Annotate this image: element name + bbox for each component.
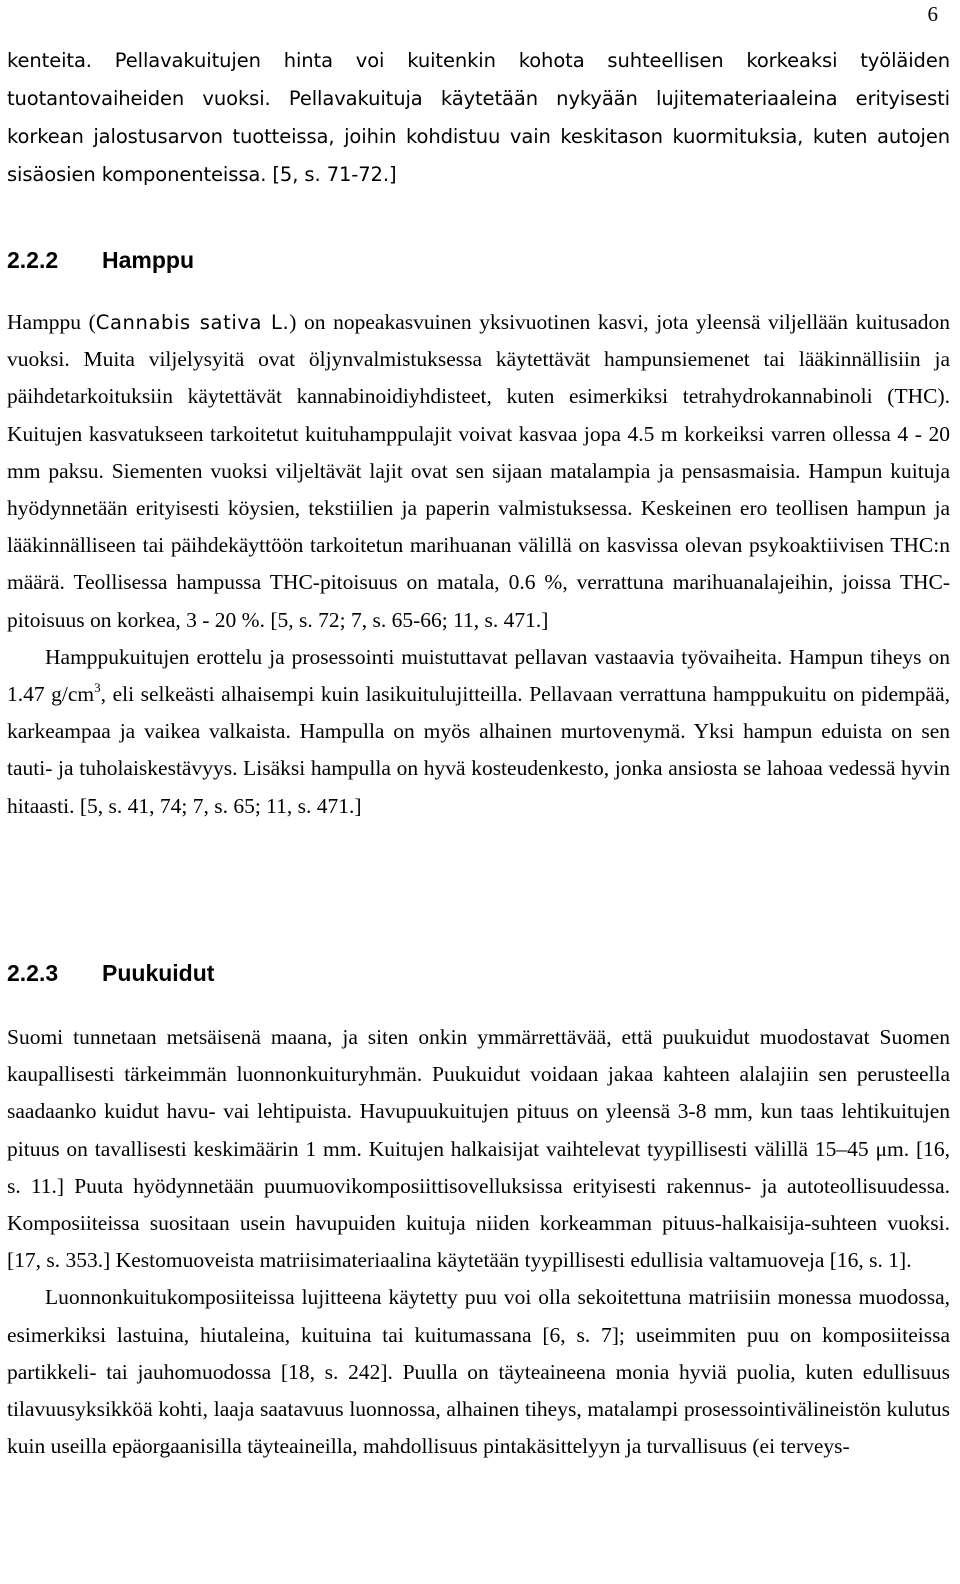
hamppu-p2-start: Hamppukuitujen erottelu ja prosessointi muistuttavat pellavan vastaavia työvaiheita. Hampun tiheys on 1.47 g/cm	[7, 644, 950, 707]
section-title: Puukuidut	[102, 960, 215, 986]
puukuidut-paragraph-2: Luonnonkuitukomposiiteissa lujitteena käytetty puu voi olla sekoitettuna matriisiin monessa muodossa, esimerkiksi lastuina, hiutaleina, kuituina tai kuitumassana [6, s. 7]; useimmiten puu on komposiiteissa partikkeli- tai jauhomuodossa [18, s. 242]. Puulla on täyteaineena monia hyviä puolia, kuten edullisuus tilavuusyksikköä kohti, laaja saatavuus luonnossa, alhainen tiheys, matalampi prosessointivälineistön kulutus kuin useilla epäorgaanisilla täyteaineilla, mahdollisuus pintakäsittelyyn ja turvallisuus (ei terveys-	[7, 1285, 950, 1459]
puukuidut-paragraph-1: Suomi tunnetaan metsäisenä maana, ja siten onkin ymmärrettävää, että puukuidut muodostavat Suomen kaupallisesti tärkeimmän luonnonkuituryhmän. Puukuidut voidaan jakaa kahteen alalajiin sen perusteella saadaanko kuidut havu- vai lehtipuista. Havupuukuitujen pituus on yleensä 3-8 mm, kun taas lehtikuitujen pituus on tavallisesti keskimäärin 1 mm. Kuitujen halkaisijat vaihtelevat tyypillisesti välillä 15–45 μm. [16, s. 11.] Puuta hyödynnetään puumuovikomposiittisovelluksissa erityisesti rakennus- ja autoteollisuudessa. Komposiiteissa suositaan usein havupuiden kuituja niiden korkeamman pituus-halkaisija-suhteen vuoksi. [17, s. 353.] Kestomuoveista matriisimateriaalina käytetään tyypillisesti edullisia valtamuoveja [16, s. 1].	[7, 1025, 950, 1273]
hamppu-paragraph-1	[7, 304, 950, 639]
puukuidut-block	[7, 1019, 950, 1465]
page-number: 6	[927, 2, 938, 26]
hamppu-p2-rest: , eli selkeästi alhaisempi kuin lasikuitulujitteilla. Pellavaan verrattuna hamppukuitu on pidempää, karkeampaa ja vaikea valkaista. Hampulla on myös alhainen murtovenymä. Yksi hampun eduista on sen tauti- ja tuholaiskestävyys. Lisäksi hampulla on hyvä kosteudenkesto, jonka ansiosta se lahoaa vedessä hyvin hitaasti. [5, s. 41, 74; 7, s. 65; 11, s. 471.]	[7, 682, 950, 818]
hamppu-p1-rest: ) on nopeakasvuinen yksivuotinen kasvi, jota yleensä viljellään kuitusadon vuoksi. Muita viljelysyitä ovat öljynvalmistuksessa käytettävät hampunsiemenet tai lääkinnällisiin ja päihdetarkoituksiin käytettävät kannabinoidiyhdisteet, kuten esimerkiksi tetrahydrokannabinoli (THC). Kuitujen kasvatukseen tarkoitetut kuituhamppulajit voivat kasvaa jopa 4.5 m korkeiksi varren ollessa 4 - 20 mm paksu. Siementen vuoksi viljeltävät lajit ovat sen sijaan matalampia ja pensasmaisia. Hampun kuituja hyödynnetään erityisesti köysien, tekstiilien ja paperin valmistuksessa. Keskeinen ero teollisen hampun ja lääkinnälliseen tai päihdekäyttöön tarkoitetun marihuanan välillä on kasvissa olevan psykoaktiivisen THC:n määrä. Teollisessa hampussa THC-pitoisuus on matala, 0.6 %, verrattuna marihuanalajeihin, joissa THC-pitoisuus on korkea, 3 - 20 %. [5, s. 72; 7, s. 65-66; 11, s. 471.]	[7, 310, 950, 632]
section-heading-hamppu	[7, 247, 194, 274]
superscript-3: 3	[94, 680, 101, 696]
hamppu-p1-start: Hamppu (	[7, 310, 96, 334]
hamppu-block	[7, 304, 950, 825]
hamppu-paragraph-2	[7, 639, 950, 825]
intro-paragraph: kenteita. Pellavakuitujen hinta voi kuitenkin kohota suhteellisen korkeaksi työläiden tuotantovaiheiden vuoksi. Pellavakuituja käytetään nykyään lujitemateriaaleina erityisesti korkean jalostusarvon tuotteissa, joihin kohdistuu vain keskitason kuormituksia, kuten autojen sisäosien komponenteissa. [5, s. 71-72.]	[7, 49, 950, 186]
latin-name: Cannabis sativa L.	[95, 311, 290, 334]
section-number: 2.2.3	[7, 960, 59, 986]
intro-block	[7, 42, 950, 194]
section-heading-puukuidut	[7, 960, 214, 987]
section-title: Hamppu	[102, 247, 194, 273]
section-number: 2.2.2	[7, 247, 59, 273]
